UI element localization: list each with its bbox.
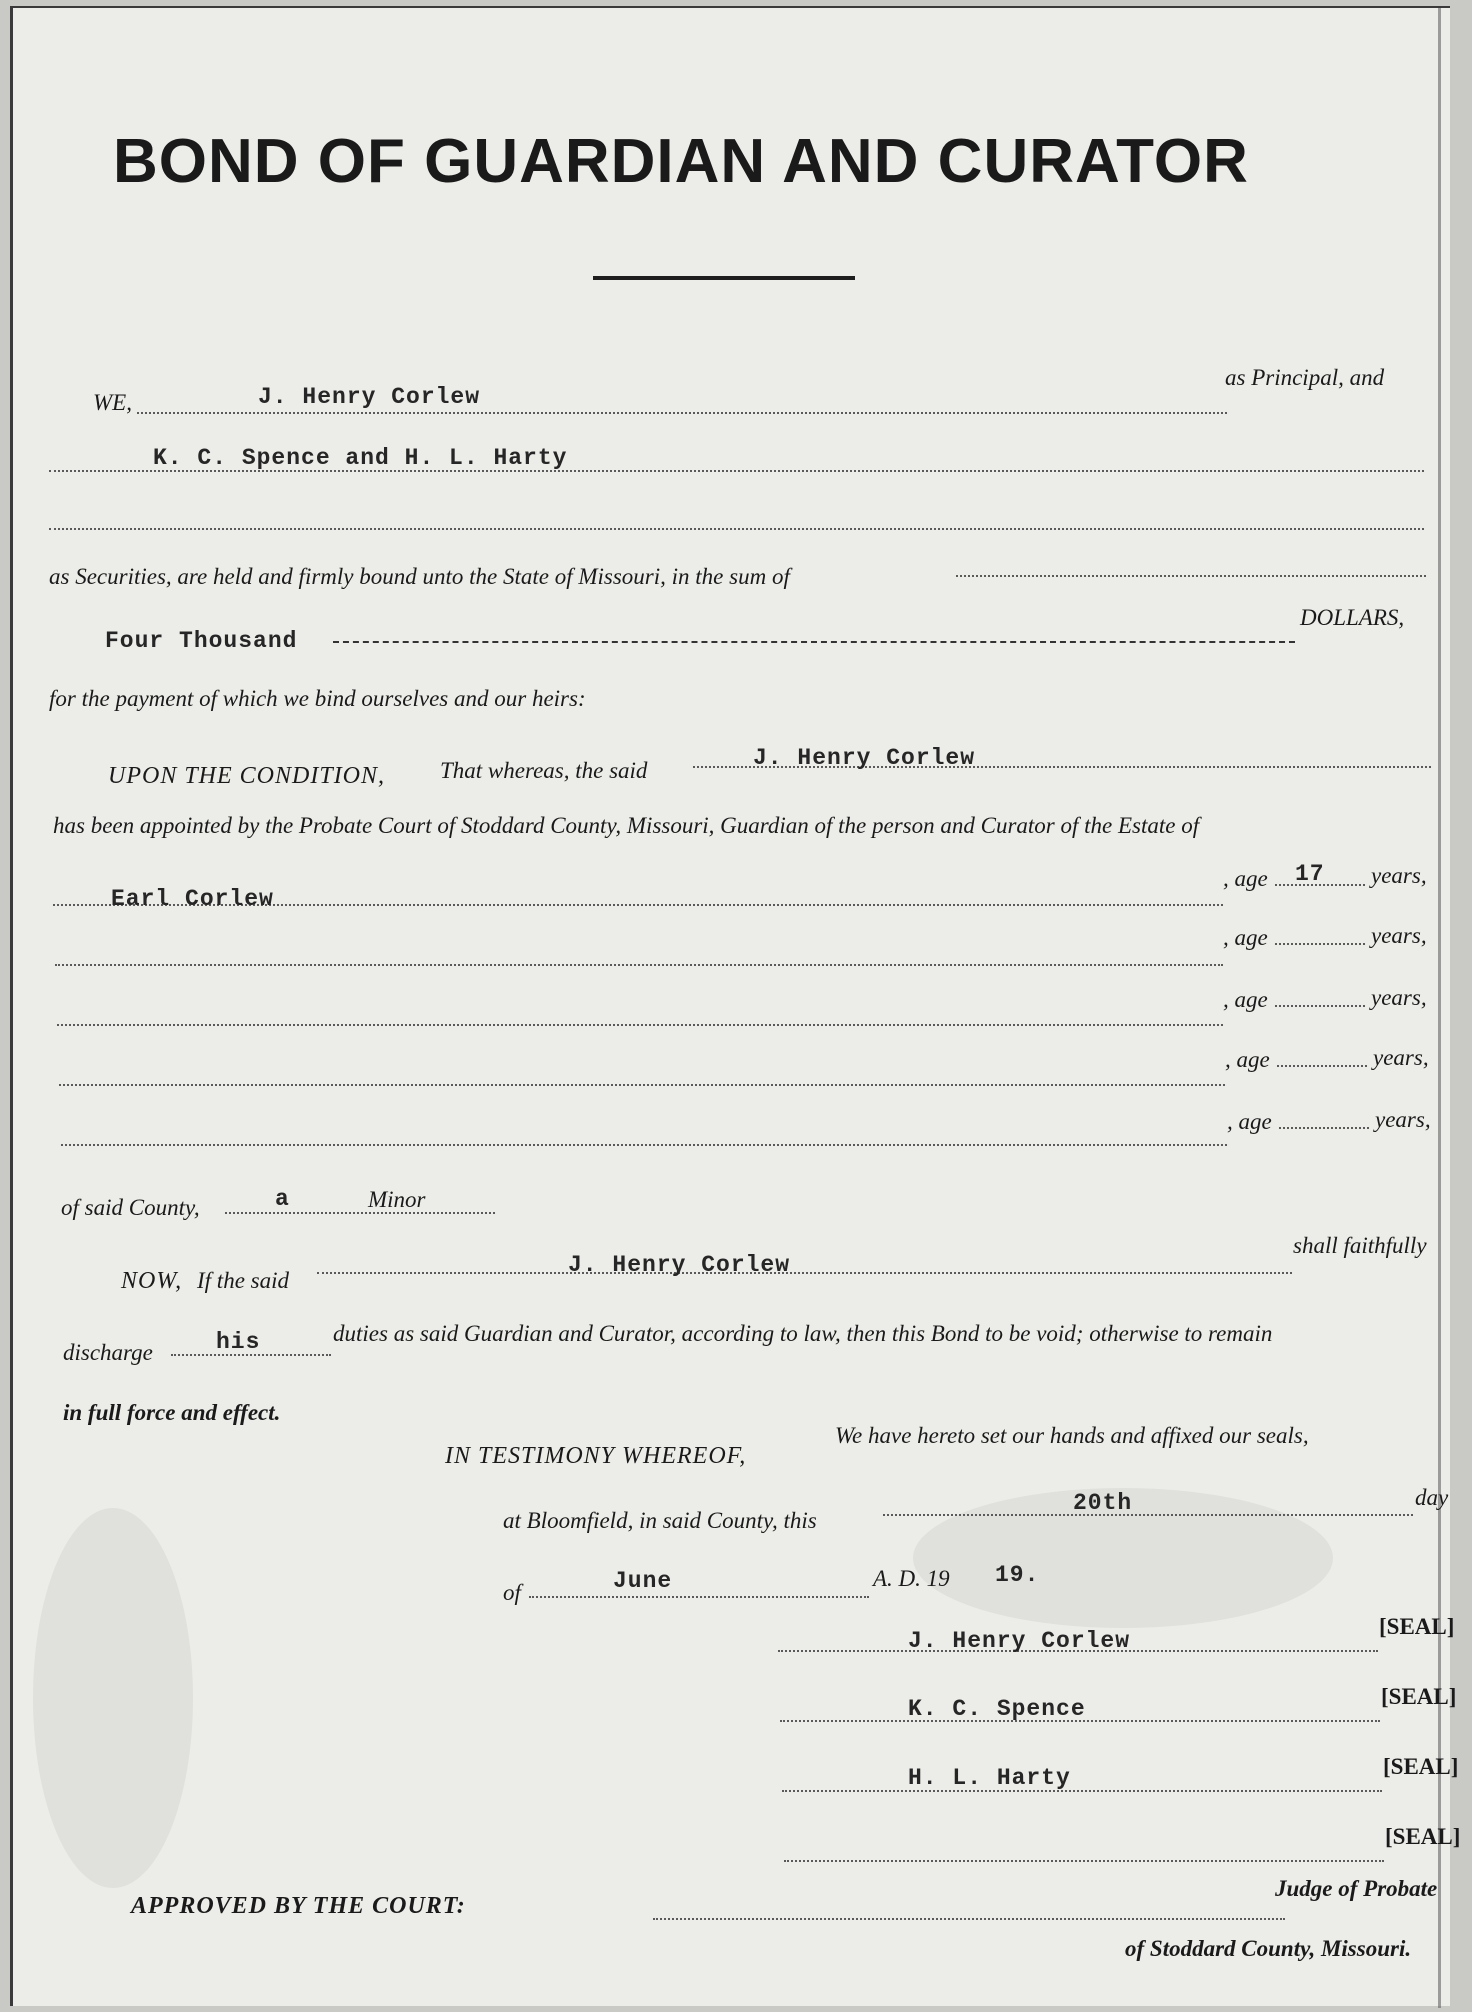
years-label: years, [1373,1045,1429,1070]
county-line [225,1212,495,1214]
age-label: , age [1227,1109,1272,1134]
age-label: , age [1223,987,1268,1012]
age-label: , age [1225,1047,1270,1072]
approved-label: APPROVED BY THE COURT: [131,1893,466,1919]
condition-name: J. Henry Corlew [753,745,976,771]
full-force-text: in full force and effect. [63,1400,281,1425]
judge-line [653,1918,1285,1920]
county-label: of said County, [61,1195,200,1220]
sum-dash-fill [333,641,1295,643]
now-heading: NOW, [121,1268,183,1294]
age-label: , age [1223,866,1268,891]
age-line [1279,1127,1369,1129]
seal-label: [SEAL] [1379,1614,1455,1639]
minor-name-line [61,1144,1227,1146]
dollars-label: DOLLARS, [1300,605,1405,630]
signature-line [782,1790,1382,1792]
day-label: day [1415,1485,1449,1510]
minor-name-line [55,964,1223,966]
signature-line [784,1860,1384,1862]
sum-amount: Four Thousand [105,628,298,654]
minor-name: Earl Corlew [111,886,274,912]
minor-age: 17 [1295,861,1325,887]
month-line [529,1596,869,1598]
title-rule [593,276,855,280]
minor-label: Minor [368,1187,426,1212]
month: June [613,1568,673,1594]
years-label: years, [1371,923,1427,948]
we-label: WE, [93,390,132,415]
discharge-label: discharge [63,1340,153,1365]
sum-line [956,575,1426,577]
county-article: a [275,1186,290,1212]
scan-smudge [33,1508,193,1888]
securities-clause: as Securities, are held and firmly bound unto the State of Missouri, in the sum of [49,564,790,589]
testimony-text: We have hereto set our hands and affixed our seals, [835,1423,1309,1448]
securities-line-2 [49,528,1424,530]
minor-name-line [59,1084,1225,1086]
principal-name: J. Henry Corlew [258,384,481,410]
seal-label: [SEAL] [1383,1754,1459,1779]
year: 19. [995,1562,1040,1588]
seal-label: [SEAL] [1385,1824,1461,1849]
duties-clause: duties as said Guardian and Curator, according to law, then this Bond to be void; otherwise to remain [333,1321,1273,1346]
testimony-heading: IN TESTIMONY WHEREOF, [445,1443,747,1469]
years-label: years, [1371,863,1427,888]
seal-label: [SEAL] [1381,1684,1457,1709]
pronoun: his [216,1329,261,1355]
age-line [1275,943,1365,945]
now-line [317,1272,1292,1274]
ad-label: A. D. 19 [873,1566,950,1591]
age-line [1277,1065,1367,1067]
county-footer: of Stoddard County, Missouri. [1125,1936,1412,1961]
securities-names: K. C. Spence and H. L. Harty [153,445,568,471]
shall-faithfully: shall faithfully [1293,1233,1427,1258]
signature-name: J. Henry Corlew [908,1628,1131,1654]
document-title: BOND OF GUARDIAN AND CURATOR [113,127,1249,196]
condition-text: That whereas, the said [440,758,648,783]
now-text: If the said [197,1268,289,1293]
at-bloomfield: at Bloomfield, in said County, this [503,1508,817,1533]
age-label: , age [1223,925,1268,950]
signature-name: H. L. Harty [908,1765,1071,1791]
payment-clause: for the payment of which we bind ourselves and our heirs: [49,686,586,711]
bond-document [10,6,1461,2006]
years-label: years, [1371,985,1427,1010]
judge-label: Judge of Probate [1275,1876,1438,1901]
of-label: of [503,1580,521,1605]
principal-line [137,412,1227,414]
appointed-clause: has been appointed by the Probate Court of Stoddard County, Missouri, Guardian of the person and Curator of the Estate of [53,813,1200,838]
day-value: 20th [1073,1490,1133,1516]
signature-name: K. C. Spence [908,1696,1086,1722]
now-name: J. Henry Corlew [568,1252,791,1278]
as-principal-label: as Principal, and [1225,365,1385,390]
day-line [883,1514,1413,1516]
age-line [1275,1005,1365,1007]
minor-name-line [57,1024,1223,1026]
years-label: years, [1375,1107,1431,1132]
condition-heading: UPON THE CONDITION, [108,763,386,789]
